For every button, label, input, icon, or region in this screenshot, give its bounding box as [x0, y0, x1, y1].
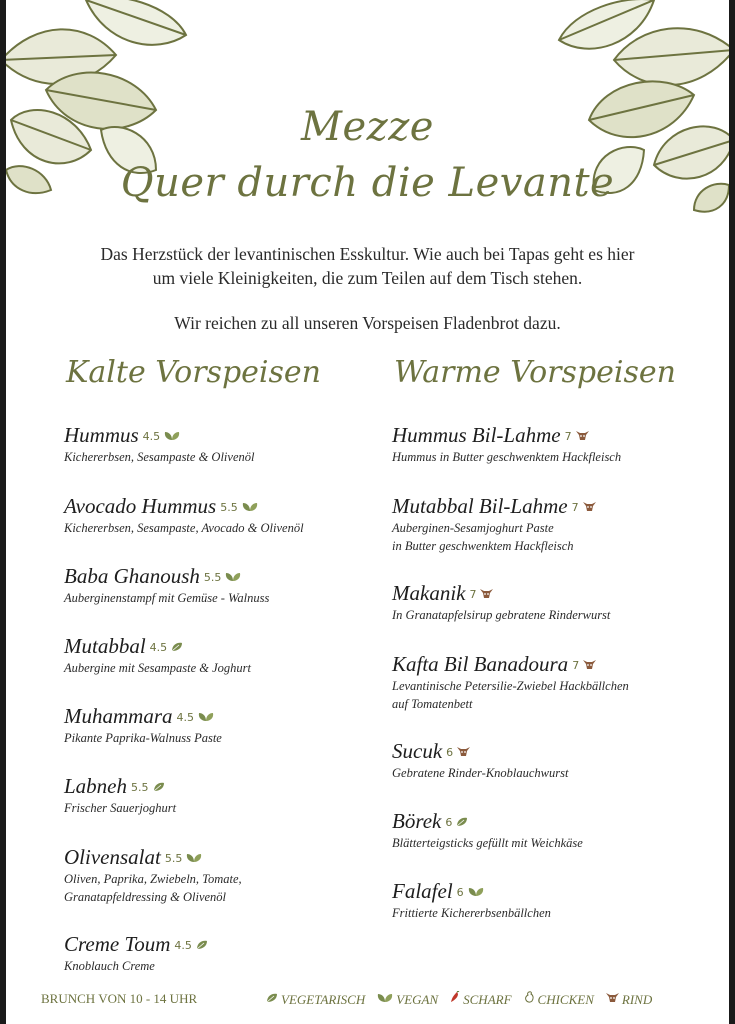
menu-item-name: Kafta Bil Banadoura	[392, 652, 569, 676]
menu-item	[64, 932, 208, 975]
menu-item-price: 4.5	[149, 641, 168, 654]
menu-item	[64, 564, 269, 607]
beef-icon	[457, 742, 470, 761]
intro-line: um viele Kleinigkeiten, die zum Teilen auf dem Tisch stehen.	[152, 268, 583, 288]
menu-item-description: Blätterteigsticks gefüllt mit Weichkäse	[392, 836, 583, 850]
menu-item-description: Frischer Sauerjoghurt	[64, 801, 177, 815]
menu-item-price: 6	[456, 886, 464, 899]
menu-subtitle: Quer durch die Levante	[120, 160, 615, 206]
menu-item	[392, 739, 568, 782]
menu-item	[392, 494, 596, 555]
vegetarian-icon	[266, 991, 278, 1007]
vegan-icon	[468, 882, 484, 901]
menu-item	[392, 879, 551, 922]
menu-item-price: 6	[445, 816, 453, 829]
menu-item-name: Muhammara	[64, 704, 173, 728]
menu-item-name: Hummus Bil-Lahme	[392, 423, 561, 447]
menu-item-header	[392, 739, 568, 764]
beef-icon	[583, 655, 596, 674]
menu-item-name: Sucuk	[392, 739, 443, 763]
menu-item-description: Auberginenstampf mit Gemüse - Walnuss	[64, 591, 270, 605]
menu-item-description: Oliven, Paprika, Zwiebeln, Tomate,	[64, 872, 242, 886]
beef-icon	[606, 991, 619, 1007]
legend-label: SCHARF	[463, 992, 512, 1007]
menu-item-description: Hummus in Butter geschwenktem Hackfleisch	[392, 450, 622, 464]
menu-item-price: 7	[564, 430, 572, 443]
menu-item-description: auf Tomatenbett	[392, 697, 473, 711]
legend-label: VEGAN	[396, 992, 439, 1007]
menu-item-price: 4.5	[174, 939, 192, 952]
legend-label: RIND	[621, 992, 653, 1007]
menu-item-name: Hummus	[64, 423, 139, 447]
menu-item-description: Frittierte Kichererbsenbällchen	[392, 906, 551, 920]
vegetarian-icon	[196, 935, 208, 954]
menu-item-description: Kichererbsen, Sesampaste, Avocado & Olivenöl	[64, 521, 304, 535]
vegan-icon	[186, 848, 202, 867]
menu-item-header	[64, 932, 208, 957]
chili-icon	[450, 991, 460, 1007]
menu-item-name: Olivensalat	[64, 845, 161, 869]
beef-icon	[480, 584, 493, 603]
menu-item-price: 5.5	[203, 571, 222, 584]
menu-item-header	[64, 564, 269, 589]
menu-item-description: Kichererbsen, Sesampaste & Olivenöl	[64, 450, 255, 464]
menu-item-header	[64, 704, 222, 729]
menu-item	[392, 809, 583, 852]
menu-item-price: 4.5	[142, 430, 161, 443]
menu-title: Mezze	[301, 104, 434, 150]
menu-item-header	[64, 634, 251, 659]
menu-item-description: Auberginen-Sesamjoghurt Paste	[392, 521, 554, 535]
warm-starters-heading: Warme Vorspeisen	[394, 355, 676, 390]
menu-item-name: Mutabbal	[64, 634, 146, 658]
menu-item-name: Makanik	[392, 581, 466, 605]
menu-item-name: Baba Ghanoush	[64, 564, 200, 588]
menu-item-name: Labneh	[64, 774, 127, 798]
menu-item-name: Avocado Hummus	[64, 494, 217, 518]
menu-item-header	[64, 423, 254, 448]
menu-item-description: In Granatapfelsirup gebratene Rinderwurst	[392, 608, 611, 622]
intro-line: Das Herzstück der levantinischen Esskultur. Wie auch bei Tapas geht es hier	[100, 244, 635, 264]
menu-item-header	[392, 652, 629, 677]
menu-item-header	[64, 494, 304, 519]
vegetarian-icon	[153, 777, 165, 796]
menu-item-name: Mutabbal Bil-Lahme	[392, 494, 568, 518]
menu-item-price: 4.5	[176, 711, 194, 724]
vegan-icon	[377, 991, 393, 1007]
vegan-icon	[198, 707, 214, 726]
beef-icon	[576, 426, 589, 445]
menu-item-description: in Butter geschwenktem Hackfleisch	[392, 539, 574, 553]
vegetarian-icon	[171, 637, 183, 656]
chicken-icon	[524, 991, 535, 1007]
menu-item	[64, 634, 251, 677]
vegan-icon	[242, 497, 258, 516]
menu-item-price: 5.5	[164, 852, 183, 865]
menu-item-description: Granatapfeldressing & Olivenöl	[64, 890, 227, 904]
vegetarian-icon	[456, 812, 468, 831]
menu-item-price: 5.5	[220, 501, 238, 514]
menu-item-description: Pikante Paprika-Walnuss Paste	[64, 731, 222, 745]
menu-item-price: 6	[446, 746, 454, 759]
bread-note: Wir reichen zu all unseren Vorspeisen Fladenbrot dazu.	[174, 313, 561, 333]
cold-starters-heading: Kalte Vorspeisen	[66, 355, 321, 390]
menu-page	[6, 0, 729, 1024]
menu-item	[64, 423, 254, 466]
menu-item	[392, 423, 621, 466]
menu-item-name: Börek	[392, 809, 442, 833]
diet-legend	[262, 991, 660, 1008]
vegan-icon	[225, 567, 241, 586]
menu-item	[392, 652, 629, 713]
menu-item	[64, 704, 222, 747]
menu-item-header	[64, 845, 242, 870]
menu-item	[64, 845, 242, 906]
legend-label: CHICKEN	[537, 992, 594, 1007]
menu-item-name: Creme Toum	[64, 932, 171, 956]
menu-item-price: 7	[469, 588, 477, 601]
menu-item-header	[64, 774, 176, 799]
vegan-icon	[164, 426, 180, 445]
menu-item-price: 7	[572, 659, 580, 672]
menu-item-description: Levantinische Petersilie-Zwiebel Hackbällchen	[392, 679, 629, 693]
menu-item-header	[392, 423, 621, 448]
intro-text	[46, 242, 689, 290]
menu-item-description: Knoblauch Creme	[64, 959, 155, 973]
menu-item-description: Aubergine mit Sesampaste & Joghurt	[64, 661, 252, 675]
menu-item	[392, 581, 610, 624]
footer-legend	[6, 991, 729, 1011]
menu-item-header	[392, 879, 551, 904]
menu-item-description: Gebratene Rinder-Knoblauchwurst	[392, 766, 569, 780]
brunch-hours: BRUNCH VON 10 - 14 UHR	[41, 991, 198, 1006]
menu-item-name: Falafel	[392, 879, 453, 903]
beef-icon	[583, 497, 596, 516]
menu-item	[64, 494, 304, 537]
menu-item-header	[392, 494, 596, 519]
menu-item-price: 7	[571, 501, 579, 514]
menu-item-header	[392, 581, 610, 606]
menu-item-header	[392, 809, 583, 834]
legend-label: VEGETARISCH	[281, 992, 366, 1007]
menu-item-price: 5.5	[131, 781, 149, 794]
menu-item	[64, 774, 176, 817]
